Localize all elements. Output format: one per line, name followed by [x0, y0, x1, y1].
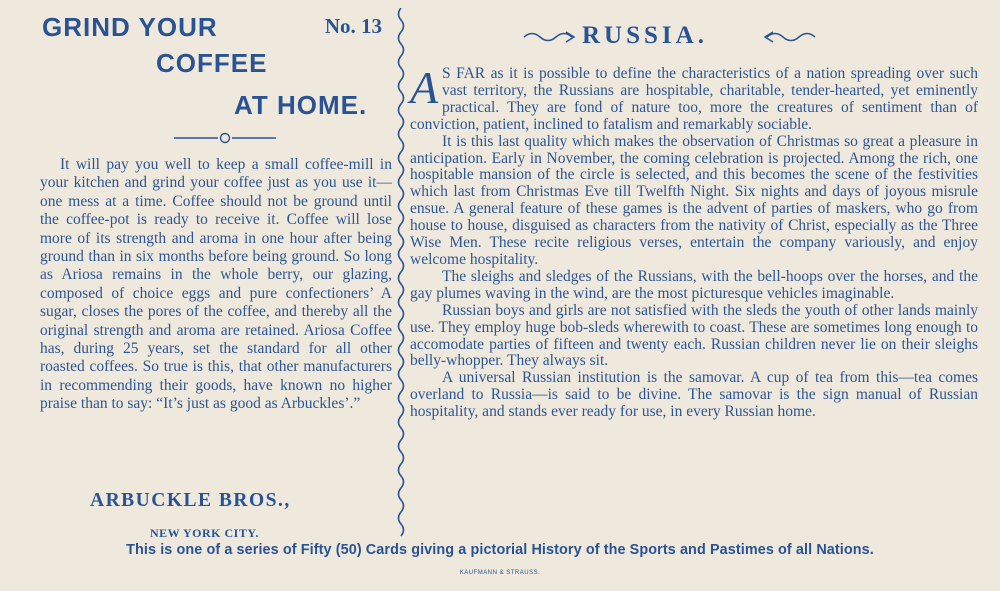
printer-credit: KAUFMANN & STRAUSS.	[459, 570, 541, 576]
heading-at-home: AT HOME.	[234, 90, 368, 120]
maker-city: NEW YORK CITY.	[150, 526, 259, 540]
paragraph-5: A universal Russian institution is the samovar. A cup of tea from this—tea comes overland to Russia—is said to be divine. The samovar is the sign manual of Russian hospitality, and stands ever ready for use, in every Russian home.	[410, 369, 978, 421]
russia-article	[410, 62, 978, 421]
country-title: RUSSIA.	[582, 22, 708, 49]
paragraph-4: Russian boys and girls are not satisfied with the sleds the youth of other lands mainly use. They employ huge bob-sleds wherewith to coast. These are sometimes long enough to accomodate parties of fifteen and twenty each. Russian children never lie on their sleighs belly-whopper. They always sit.	[410, 301, 978, 370]
flourish-left-icon	[522, 28, 577, 46]
card-number: No. 13	[324, 14, 382, 38]
title-block	[522, 22, 862, 52]
maker-name: ARBUCKLE BROS.,	[90, 490, 291, 511]
ornament-divider-icon	[170, 130, 280, 146]
series-footer: This is one of a series of Fifty (50) Cards giving a pictorial History of the Sports and Pastimes of all Nations.	[126, 542, 874, 558]
drop-cap: A	[410, 62, 439, 113]
paragraph-2: It is this last quality which makes the observation of Christmas so great a pleasure in anticipation. Early in November, the coming celebration is projected. Among the rich, one hospitable mansion of the circle is selected, and this becomes the scene of the festivities which last from Christmas Eve till Twelfth Night. Six nights and days of joyous misrule ensue. A general feature of these games is the advent of parties of maskers, who go from house to house, disguised as characters from the nativity of Christ, especially as the Three Wise Men. These recite religious verses, entertain the company variously, and enjoy welcome hospitality.	[410, 132, 978, 268]
paragraph-1	[410, 62, 978, 134]
paragraph-1-text: S FAR as it is possible to define the characteristics of a nation spreading over such vast territory, the Russians are hospitable, charitable, tender-hearted, yet eminently practical. They are fond of nature too, more the creatures of sentiment than of conviction, patient, inclined to fatalism and remarkably sociable.	[410, 65, 978, 133]
wavy-divider-icon	[394, 8, 408, 540]
flourish-right-icon	[762, 28, 822, 46]
paragraph-3: The sleighs and sledges of the Russians, with the bell-hoops over the horses, and the gay plumes waving in the wind, are the most picturesque vehicles imaginable.	[410, 267, 978, 302]
heading-grind-your: GRIND YOUR	[42, 12, 218, 42]
coffee-advice-text: It will pay you well to keep a small coffee-mill in your kitchen and grind your coffee just as you use it—one mess at a time. Coffee should not be ground until the coffee-pot is ready to receive it. Coffee will lose more of its strength and aroma in one hour after being ground than in six months before being ground. So long as Ariosa remains in the whole berry, our glazing, composed of choice eggs and pure confectioners’ A sugar, closes the pores of the coffee, and thereby all the original strength and aroma are retained. Ariosa Coffee has, during 25 years, set the standard for all other roasted coffees. So true is this, that other manufacturers in recommending their goods, have known no higher praise than to say: “It’s just as good as Arbuckles’.”	[40, 156, 392, 413]
heading-coffee: COFFEE	[156, 48, 268, 78]
